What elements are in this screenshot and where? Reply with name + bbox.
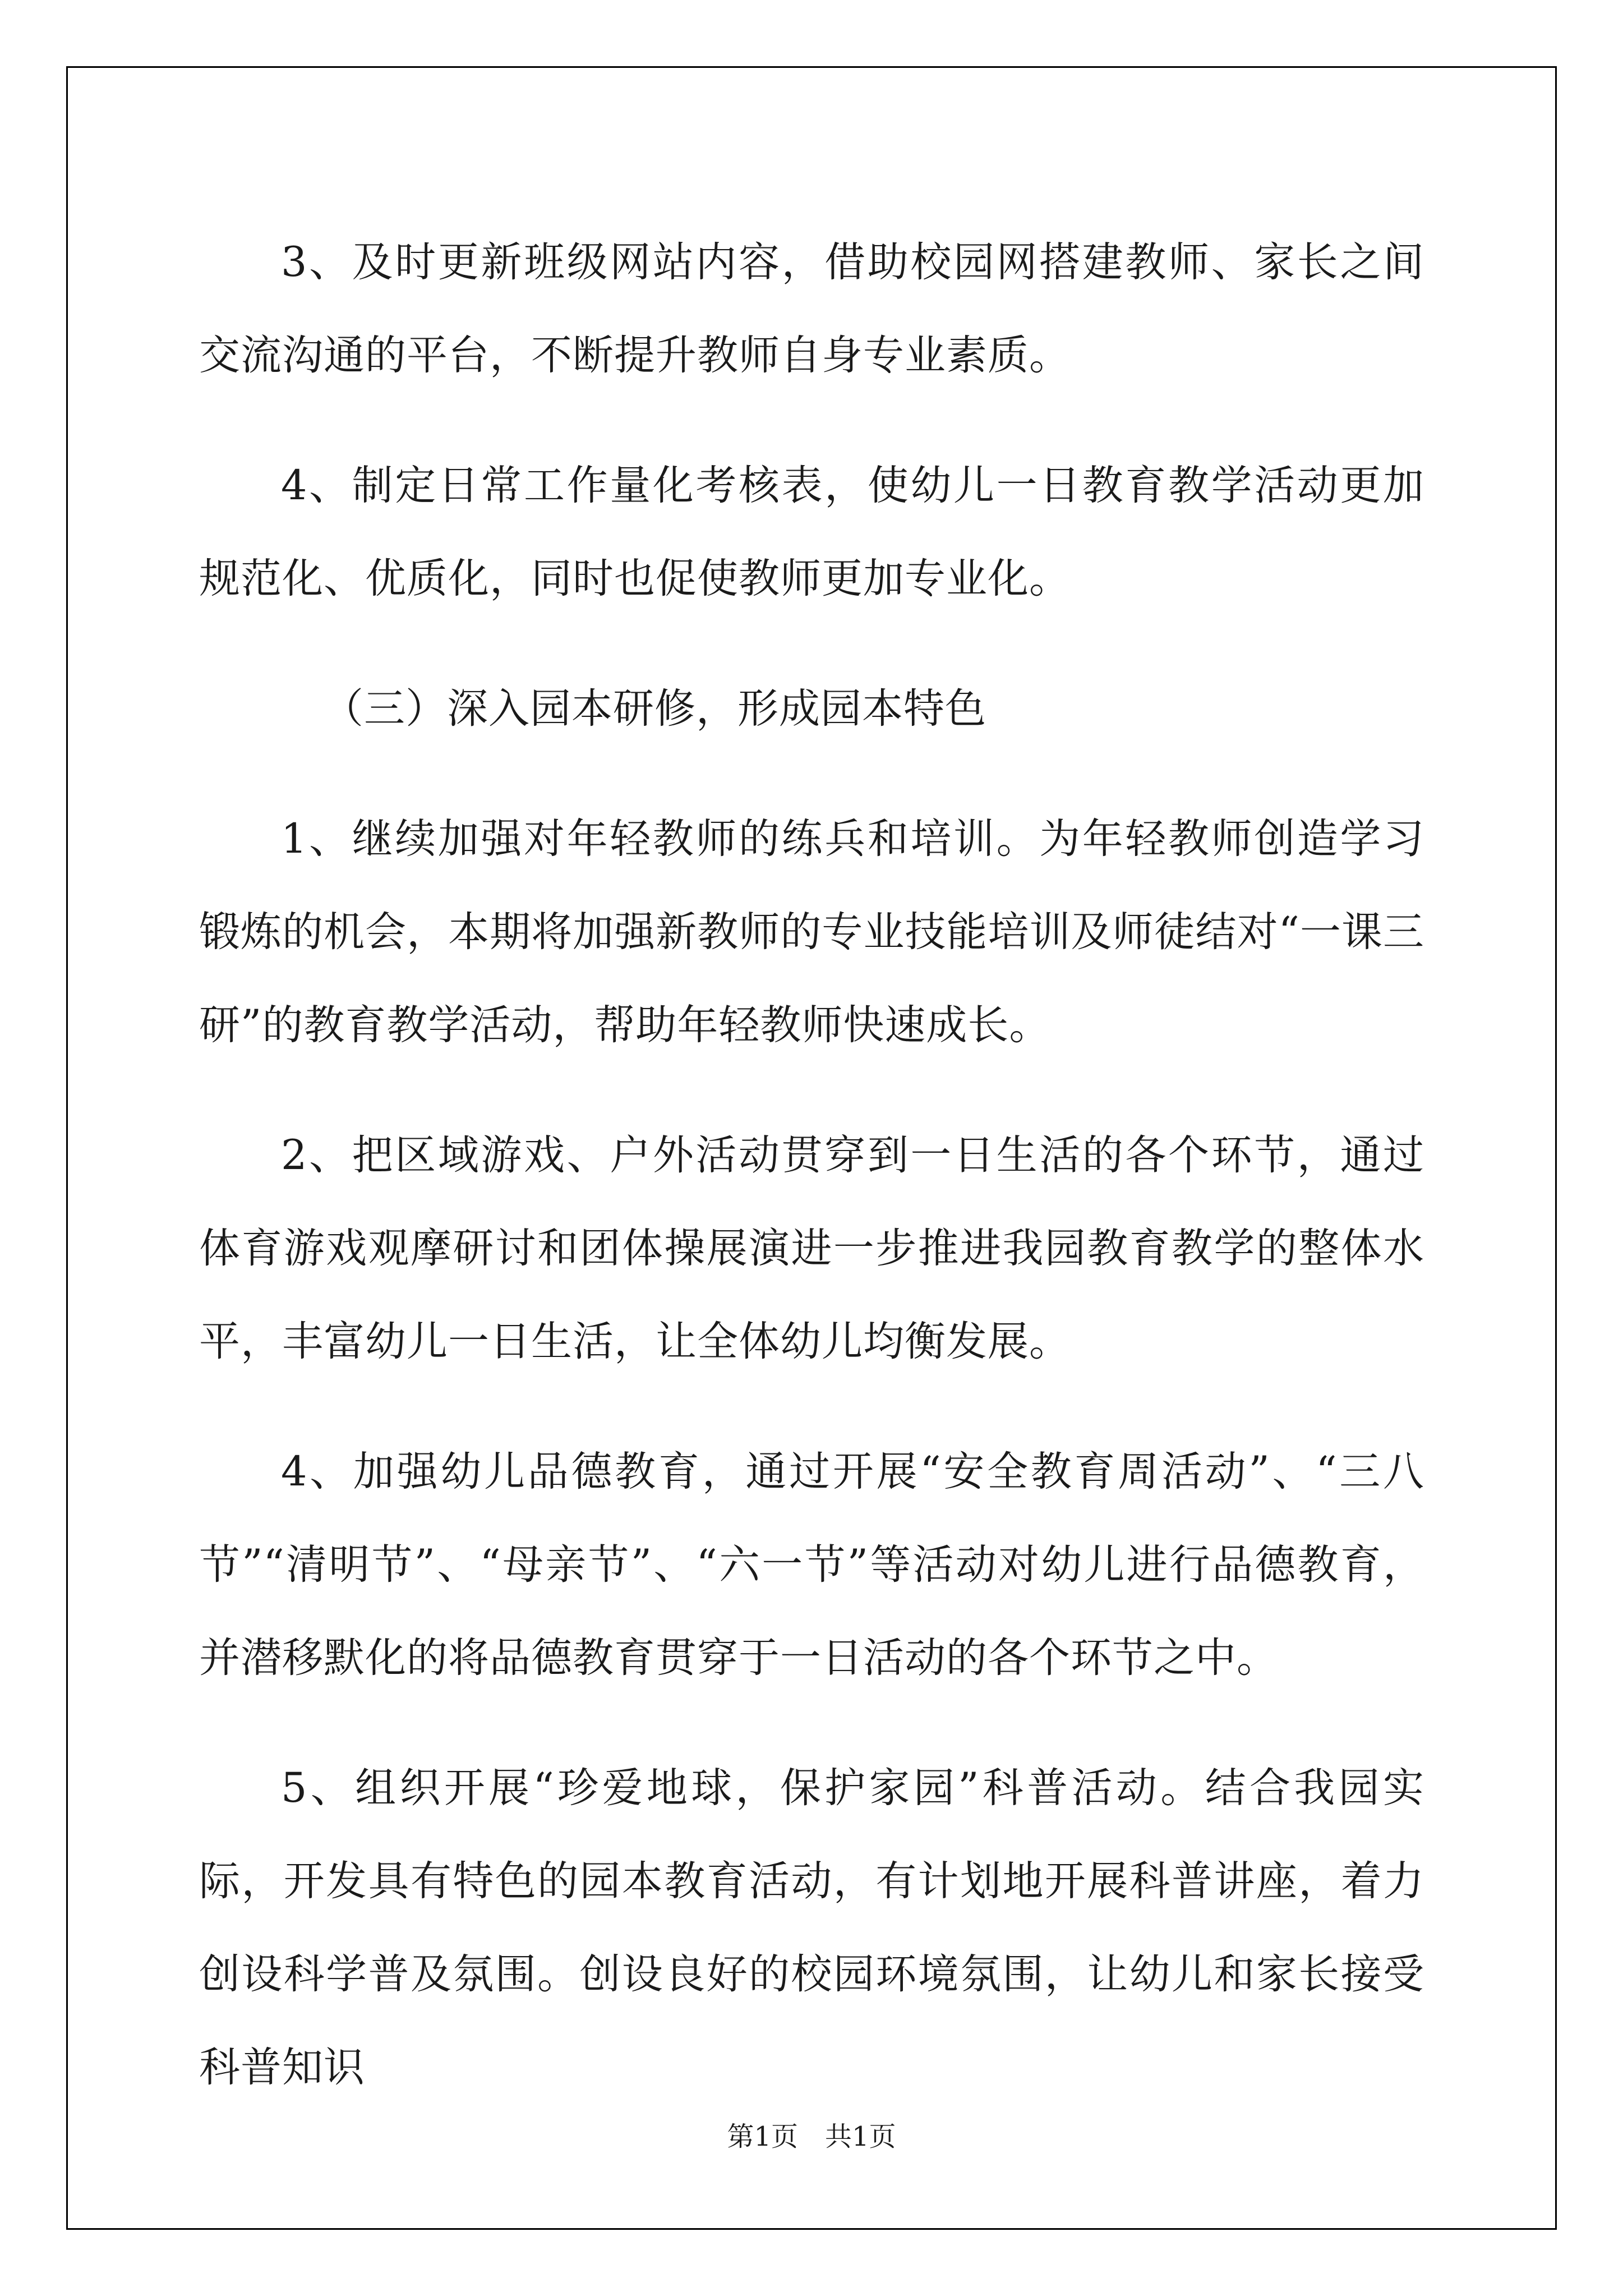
paragraph-item-5: 5、组织开展“珍爱地球，保护家园”科普活动。结合我园实际，开发具有特色的园本教育活动，有计划地开展科普讲座，着力创设科学普及氛围。创设良好的校园环境氛围，让幼儿和家长接受科普知识	[199, 1764, 1424, 2091]
paragraph-item-2: 2、把区域游戏、户外活动贯穿到一日生活的各个环节，通过体育游戏观摩研讨和团体操展演进一步推进我园教育教学的整体水平，丰富幼儿一日生活，让全体幼儿均衡发展。	[199, 1131, 1424, 1365]
paragraph-item-4: 4、制定日常工作量化考核表，使幼儿一日教育教学活动更加规范化、优质化，同时也促使教师更加专业化。	[199, 462, 1424, 602]
paragraph-item-1: 1、继续加强对年轻教师的练兵和培训。为年轻教师创造学习锻炼的机会，本期将加强新教师的专业技能培训及师徒结对“一课三研”的教育教学活动，帮助年轻教师快速成长。	[199, 815, 1424, 1049]
document-body	[199, 216, 1424, 2114]
section-heading: （三）深入园本研修，形成园本特色	[322, 685, 986, 733]
paragraph-item-3: 3、及时更新班级网站内容，借助校园网搭建教师、家长之间交流沟通的平台，不断提升教师自身专业素质。	[199, 238, 1424, 379]
paragraph-item-4-moral: 4、加强幼儿品德教育，通过开展“安全教育周活动”、“三八节”“清明节”、“母亲节”、“六一节”等活动对幼儿进行品德教育，并潜移默化的将品德教育贯穿于一日活动的各个环节之中。	[199, 1448, 1424, 1682]
page-number-footer: 第1页 共1页	[727, 2121, 896, 2152]
